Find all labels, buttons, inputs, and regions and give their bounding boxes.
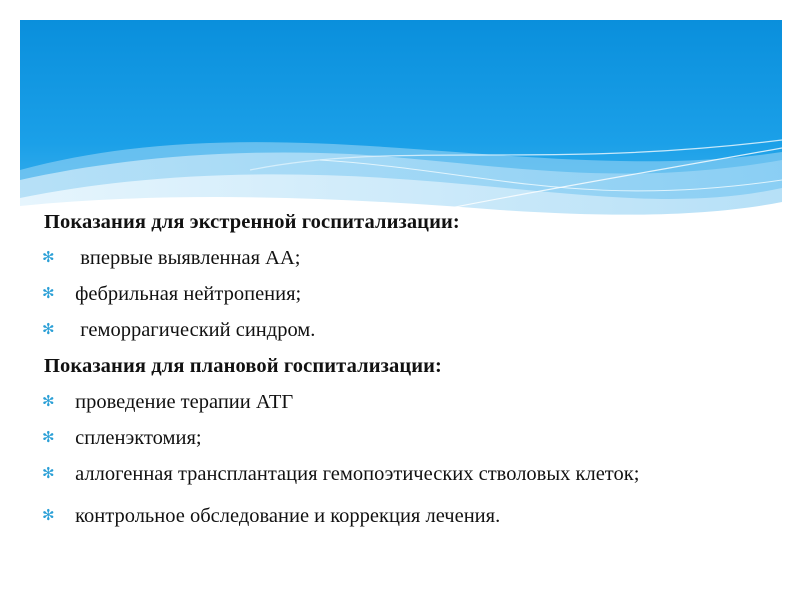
list-item — [44, 384, 764, 420]
asterisk-bullet-icon: ✻ — [42, 508, 55, 524]
planned-heading: Показания для плановой госпитализации: — [44, 355, 442, 377]
list-item-text: геморрагический синдром. — [70, 319, 316, 341]
wave-header-graphic — [20, 20, 782, 225]
asterisk-bullet-icon: ✻ — [42, 430, 55, 446]
asterisk-bullet-icon: ✻ — [42, 394, 55, 410]
list-item-text: проведение терапии АТГ — [70, 391, 294, 413]
slide-body — [44, 204, 764, 534]
list-item — [44, 312, 764, 348]
asterisk-bullet-icon: ✻ — [42, 286, 55, 302]
asterisk-bullet-icon: ✻ — [42, 250, 55, 266]
asterisk-bullet-icon: ✻ — [42, 466, 55, 482]
asterisk-bullet-icon: ✻ — [42, 322, 55, 338]
list-item-text: фебрильная нейтропения; — [70, 283, 302, 305]
list-item — [44, 420, 764, 456]
list-item-text: впервые выявленная АА; — [70, 247, 301, 269]
list-item — [44, 276, 764, 312]
list-item-text: спленэктомия; — [70, 427, 202, 449]
list-item-text: контрольное обследование и коррекция лечения. — [70, 505, 501, 527]
list-item — [44, 456, 764, 498]
list-item — [44, 240, 764, 276]
emergency-heading: Показания для экстренной госпитализации: — [44, 211, 460, 233]
list-item-text: аллогенная трансплантация гемопоэтических стволовых клеток; — [70, 463, 640, 485]
list-item — [44, 498, 764, 534]
